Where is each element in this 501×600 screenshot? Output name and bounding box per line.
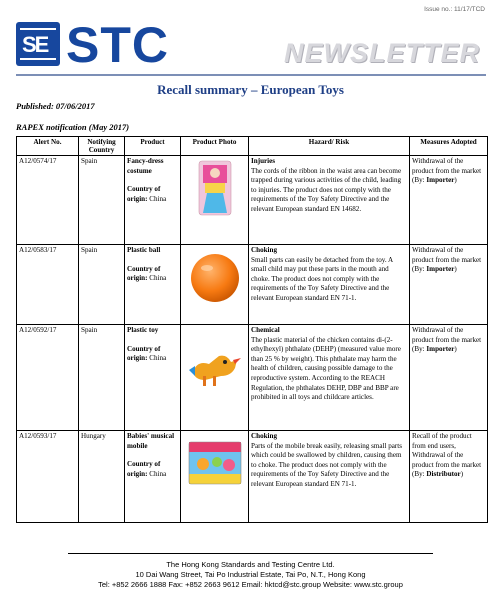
origin-label: Country of origin:	[127, 344, 161, 363]
page-title: Recall summary – European Toys	[157, 82, 344, 97]
footer-company: The Hong Kong Standards and Testing Centre Ltd.	[166, 560, 335, 569]
photo-cell	[181, 431, 249, 523]
photo-cell	[181, 325, 249, 431]
table-row	[17, 325, 488, 431]
measure-text: Withdrawal of the product from the market (By:	[412, 326, 482, 354]
issue-number: Issue no.: 11/17/TCD	[424, 6, 485, 13]
measures-cell	[410, 325, 488, 431]
measure-end: )	[460, 470, 464, 479]
table-row	[17, 431, 488, 523]
product-cell	[125, 245, 181, 325]
measure-by: Importer	[426, 176, 455, 185]
hazard-cell	[249, 156, 410, 245]
origin-label: Country of origin:	[127, 264, 161, 283]
product-name: Babies' musical mobile	[127, 432, 175, 450]
footer-divider	[68, 553, 433, 554]
newsletter-title: NEWSLETTER	[284, 38, 480, 68]
hazard-type: Choking	[251, 432, 278, 440]
product-cell	[125, 325, 181, 431]
origin-label: Country of origin:	[127, 185, 161, 203]
col-header-photo: Product Photo	[181, 137, 249, 156]
plastic-toy-chicken-photo	[185, 336, 245, 394]
hazard-cell	[249, 325, 410, 431]
logo-mark-text: SE	[22, 32, 48, 57]
hazard-description: The plastic material of the chicken contains di-(2-ethylhexyl) phthalate (DEHP) (measured value more than 25 % by weight). This phthalate may harm the health of children, causing possible damage to the reproductive system. According to the REACH Regulation, the phthalates DEHP, DBP and BBP are prohibited in all toys and childcare articles.	[251, 335, 401, 402]
measure-text: Withdrawal of the product from the market (By:	[412, 157, 482, 185]
footer-address: 10 Dai Wang Street, Tai Po Industrial Estate, Tai Po, N.T., Hong Kong	[135, 570, 366, 579]
alert-number: A12/0592/17	[17, 325, 79, 431]
alert-number: A12/0593/17	[17, 431, 79, 523]
table-header-row	[17, 137, 488, 156]
footer	[0, 560, 501, 590]
hazard-type: Injuries	[251, 157, 276, 165]
origin-value: China	[149, 194, 167, 203]
rapex-notification: RAPEX notification (May 2017)	[16, 122, 130, 132]
plastic-ball-photo	[185, 248, 245, 306]
footer-contact: Tel: +852 2666 1888 Fax: +852 2663 9612 Email: hktcd@stc.group Website: www.stc.group	[98, 580, 403, 589]
col-header-country: Notifying Country	[79, 137, 125, 156]
measures-cell	[410, 245, 488, 325]
col-header-product: Product	[125, 137, 181, 156]
measure-by: Importer	[426, 265, 455, 274]
hazard-description: Parts of the mobile break easily, releasing small parts which could be swallowed by children, causing them to choke. The product does not comply with the requirements of the Toy Safety Directive and the relevant European standard EN 71-1.	[251, 441, 403, 488]
stc-logo-text: STC	[66, 17, 169, 73]
hazard-type: Chemical	[251, 326, 280, 334]
col-header-hazard: Hazard/ Risk	[249, 137, 410, 156]
notifying-country: Spain	[79, 325, 125, 431]
measure-end: )	[454, 345, 457, 354]
measure-by: Importer	[426, 345, 455, 354]
measure-text: Withdrawal of the product from the market (By:	[412, 246, 482, 274]
origin-value: China	[149, 354, 167, 363]
product-cell	[125, 156, 181, 245]
measure-end: )	[454, 265, 457, 274]
photo-cell	[181, 156, 249, 245]
hazard-cell	[249, 245, 410, 325]
fancy-dress-costume-photo	[185, 159, 245, 217]
hazard-type: Choking	[251, 246, 278, 254]
origin-value: China	[149, 469, 167, 478]
newsletter-header	[16, 18, 486, 76]
stc-logo-mark	[16, 22, 60, 66]
hazard-cell	[249, 431, 410, 523]
product-name: Plastic toy	[127, 326, 159, 334]
table-row	[17, 245, 488, 325]
published-date: Published: 07/06/2017	[16, 101, 95, 111]
notifying-country: Spain	[79, 245, 125, 325]
product-name: Fancy-dress costume	[127, 157, 164, 175]
measure-by: Distributor	[426, 470, 461, 479]
col-header-measures: Measures Adopted	[410, 137, 488, 156]
photo-cell	[181, 245, 249, 325]
hazard-description: Small parts can easily be detached from the toy. A small child may put these parts in the mouth and choke. The product does not comply with the requirements of the Toy Safety Directive and the relevant European standard EN 71-1.	[251, 255, 393, 302]
col-header-alert: Alert No.	[17, 137, 79, 156]
alert-number: A12/0574/17	[17, 156, 79, 245]
alert-number: A12/0583/17	[17, 245, 79, 325]
musical-mobile-photo	[185, 434, 245, 492]
measure-text: Recall of the product from end users, Withdrawal of the product from the market (By:	[412, 432, 482, 479]
origin-value: China	[149, 274, 167, 283]
recall-table	[16, 136, 488, 523]
product-name: Plastic ball	[127, 246, 161, 254]
header-divider	[16, 74, 486, 76]
hazard-description: The cords of the ribbon in the waist area can become trapped during various activities of the child, leading to injuries. The product does not comply with the requirements of the Toy Safety Directive and the relevant European standard EN 14682.	[251, 166, 402, 213]
notifying-country: Hungary	[79, 431, 125, 523]
measures-cell	[410, 431, 488, 523]
origin-label: Country of origin:	[127, 460, 161, 478]
table-row	[17, 156, 488, 245]
notifying-country: Spain	[79, 156, 125, 245]
measure-end: )	[454, 176, 457, 185]
measures-cell	[410, 156, 488, 245]
product-cell	[125, 431, 181, 523]
